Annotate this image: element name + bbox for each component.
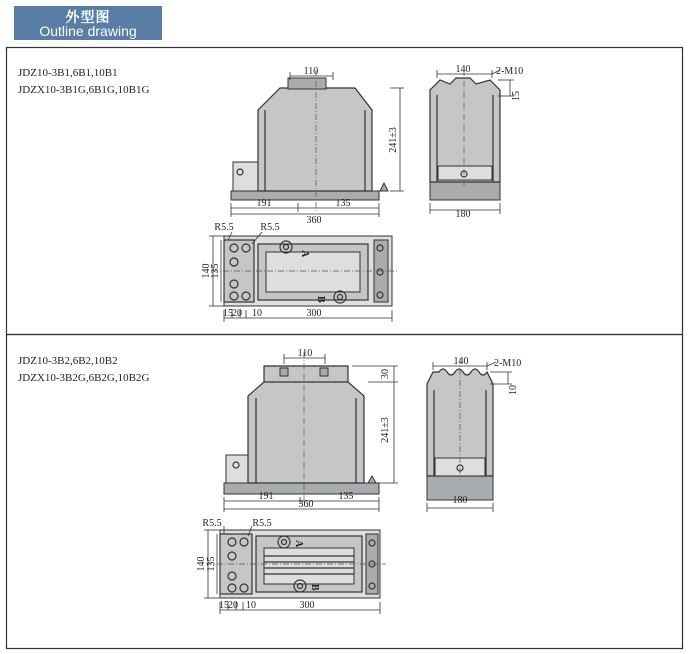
panel-2-side-view: [427, 358, 512, 512]
panel-1-front-view: [231, 70, 404, 217]
dim-2-bolt: 2-M10: [494, 358, 522, 369]
dim-1-plan-width: 140: [201, 263, 212, 279]
dim-2-right-part: 135: [338, 491, 354, 502]
header-title-en: Outline drawing: [39, 23, 137, 39]
dim-1-side-top-width: 140: [455, 64, 471, 75]
dim-2-plan-width: 140: [196, 556, 207, 572]
dim-1-bolt-height: 15: [511, 91, 522, 101]
dim-1-top-width: 110: [303, 66, 319, 77]
dim-2-top-width: 110: [297, 348, 313, 359]
dim-1-left-part: 191: [256, 198, 272, 209]
dim-2-side-top-width: 140: [453, 356, 469, 367]
dim-2-plan-d1: 15: [219, 600, 229, 611]
dim-1-total: 360: [306, 215, 322, 226]
dim-2-radius-left: R5.5: [202, 518, 222, 529]
dim-1-bolt: 2-M10: [496, 66, 524, 77]
panel-1-model-line-1: JDZ10-3B1,6B1,10B1: [18, 67, 118, 79]
dim-1-radius-left: R5.5: [214, 222, 234, 233]
dim-2-total: 360: [298, 499, 314, 510]
panel-2-front-view: [224, 352, 398, 512]
terminal-2-b: B: [309, 584, 320, 591]
dim-2-side-base: 180: [452, 495, 468, 506]
dim-1-height: 241±3: [388, 127, 399, 153]
dim-2-plan-d3: 10: [246, 600, 256, 611]
terminal-2-a: A: [293, 540, 304, 548]
panel-1-model-line-2: JDZX10-3B1G,6B1G,10B1G: [18, 84, 150, 96]
panel-2-model-line-1: JDZ10-3B2,6B2,10B2: [18, 355, 118, 367]
header-title-cn: 外型图: [65, 10, 111, 26]
dim-1-plan-d3: 10: [252, 308, 262, 319]
dim-2-plan-length: 300: [299, 600, 315, 611]
dim-1-plan-d1: 15: [223, 308, 233, 319]
terminal-1-a: A: [299, 250, 310, 258]
dim-2-height: 241±3: [380, 417, 391, 443]
dim-2-radius-right: R5.5: [252, 518, 272, 529]
dim-1-plan-d2: 20: [232, 308, 242, 319]
dim-2-plan-d2: 20: [228, 600, 238, 611]
dim-2-bolt-height: 10: [508, 385, 519, 395]
dim-1-right-part: 135: [335, 198, 351, 209]
dim-1-plan-inner: 135: [210, 263, 221, 279]
panel-1-side-view: [430, 70, 514, 214]
dim-2-left-part: 191: [258, 491, 274, 502]
dim-1-side-base: 180: [455, 209, 471, 220]
dim-2-plan-inner: 135: [206, 556, 217, 572]
dim-1-plan-length: 300: [306, 308, 322, 319]
terminal-1-b: B: [315, 296, 326, 303]
dim-2-top-height: 30: [380, 369, 391, 379]
panel-2-model-line-2: JDZX10-3B2G,6B2G,10B2G: [18, 372, 150, 384]
dim-1-radius-right: R5.5: [260, 222, 280, 233]
